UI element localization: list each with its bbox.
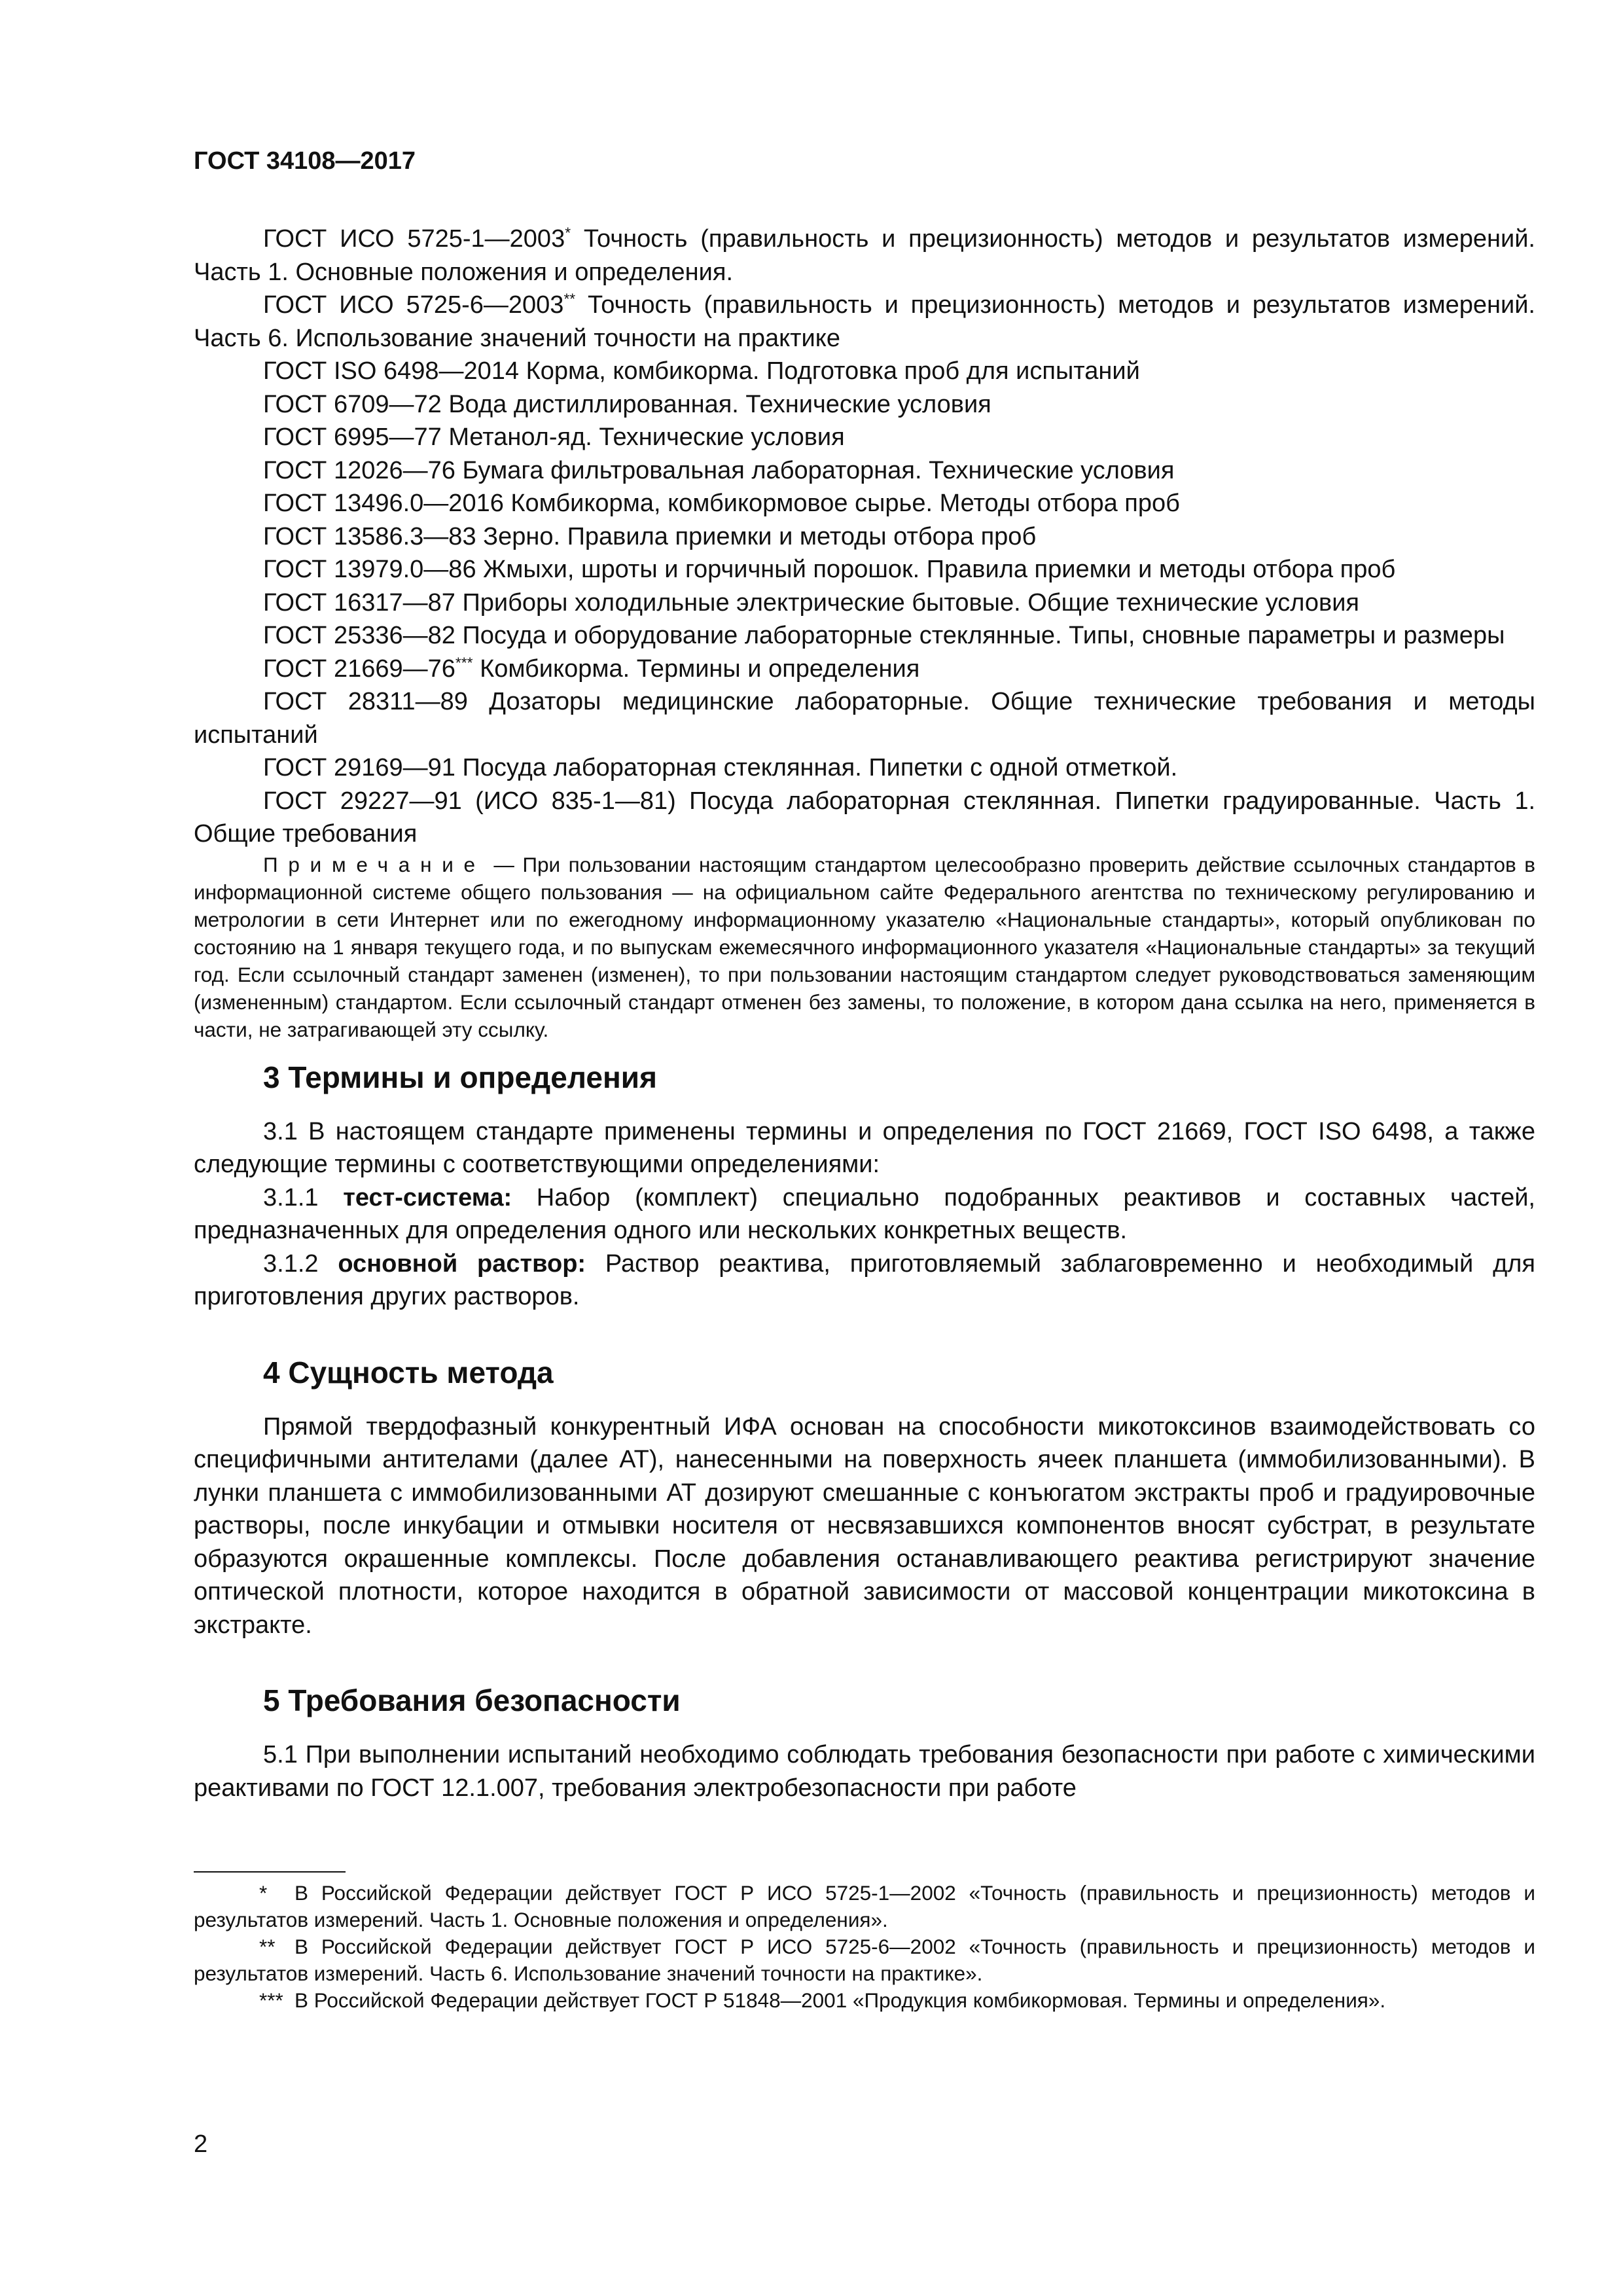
- reference-item: ГОСТ 6709—72 Вода дистиллированная. Технические условия: [263, 390, 991, 418]
- reference-item: ГОСТ 21669—76*** Комбикорма. Термины и определения: [263, 653, 920, 683]
- footnotes: [194, 1880, 1535, 2014]
- reference-item: ГОСТ 6995—77 Метанол-яд. Технические условия: [263, 423, 845, 451]
- term-label: основной раствор:: [338, 1249, 586, 1278]
- section-3-paragraph: 3.1 В настоящем стандарте применены термины и определения по ГОСТ 21669, ГОСТ ISO 6498, а также следующие термины с соответствующими определениями:: [194, 1117, 1535, 1178]
- document-header: ГОСТ 34108—2017: [194, 147, 416, 175]
- term-definition: 3.1.2 основной раствор: Раствор реактива, приготовляемый заблаговременно и необходимый для приготовления других растворов.: [194, 1249, 1535, 1310]
- section-3-heading: 3 Термины и определения: [263, 1060, 657, 1094]
- reference-item: ГОСТ 29227—91 (ИСО 835-1—81) Посуда лабораторная стеклянная. Пипетки градуированные. Часть 1. Общие требования: [194, 787, 1536, 848]
- reference-item: ГОСТ 13496.0—2016 Комбикорма, комбикормовое сырье. Методы отбора проб: [263, 490, 1180, 517]
- footnote-mark: ***: [259, 1988, 283, 2012]
- reference-item: ГОСТ 13586.3—83 Зерно. Правила приемки и методы отбора проб: [263, 522, 1037, 550]
- reference-item: ГОСТ 28311—89 Дозаторы медицинские лабораторные. Общие технические требования и методы испытаний: [194, 688, 1535, 749]
- footnote-mark: *: [259, 1881, 268, 1905]
- reference-item: ГОСТ ИСО 5725-6—2003** Точность (правильность и прецизионность) методов и результатов измерений. Часть 6. Использование значений точности на практике: [194, 290, 1535, 352]
- note-label: Примечание: [263, 852, 486, 876]
- footnote-mark: **: [259, 1935, 276, 1958]
- footnote-marker[interactable]: *: [565, 224, 571, 242]
- document-body: [194, 223, 1535, 1804]
- footnote-marker[interactable]: ***: [455, 653, 473, 671]
- note-paragraph: [194, 851, 1535, 1043]
- reference-item: ГОСТ 29169—91 Посуда лабораторная стеклянная. Пипетки с одной отметкой.: [263, 754, 1178, 781]
- section-4-heading: 4 Сущность метода: [263, 1355, 554, 1390]
- page-number: 2: [194, 2130, 208, 2158]
- normative-references-list: [194, 223, 1535, 851]
- footnote-item: *** В Российской Федерации действует ГОСТ Р 51848—2001 «Продукция комбикормовая. Термины и определения».: [194, 1987, 1535, 2014]
- section-5-heading: 5 Требования безопасности: [263, 1683, 681, 1717]
- section-4-paragraph: Прямой твердофазный конкурентный ИФА основан на способности микотоксинов взаимодействовать со специфичными антителами (далее АТ), нанесенными на поверхность ячеек планшета (иммобилизованными). В лунки планшета с иммобилизованными АТ дозируют смешанные с конъюгатом экстракты проб и градуировочные растворы, после инкубации и отмывки носителя от несвязавшихся компонентов вносят субстрат, в результате образуются окрашенные комплексы. После добавления останавливающего реактива регистрируют значение оптической плотности, которое находится в обратной зависимости от массовой концентрации микотоксина в экстракте.: [194, 1412, 1535, 1639]
- term-definition: 3.1.1 тест-система: Набор (комплект) специально подобранных реактивов и составных частей, предназначенных для определения одного или нескольких конкретных веществ.: [194, 1183, 1535, 1244]
- footnote-marker[interactable]: **: [563, 290, 576, 308]
- reference-item: ГОСТ 16317—87 Приборы холодильные электрические бытовые. Общие технические условия: [263, 588, 1360, 617]
- reference-item: ГОСТ ИСО 5725-1—2003* Точность (правильность и прецизионность) методов и результатов измерений. Часть 1. Основные положения и определения.: [194, 224, 1535, 286]
- note-text: — При пользовании настоящим стандартом целесообразно проверить действие ссылочных стандартов в информационной системе общего пользования — на официальном сайте Федерального агентства по техническому регулированию и метрологии в сети Интернет или по ежегодному информационному указателю «Национальные стандарты», который опубликован по состоянию на 1 января текущего года, и по выпускам ежемесячного информационного указателя «Национальные стандарты» за текущий год. Если ссылочный стандарт заменен (изменен), то при пользовании настоящим стандартом следует руководствоваться заменяющим (измененным) стандартом. Если ссылочный стандарт отменен без замены, то положение, в котором дана ссылка на него, применяется в части, не затрагивающей эту ссылку.: [194, 852, 1535, 1041]
- term-label: тест-система:: [343, 1183, 512, 1211]
- footnote-item: ** В Российской Федерации действует ГОСТ Р ИСО 5725-6—2002 «Точность (правильность и прецизионность) методов и результатов измерений. Часть 6. Использование значений точности на практике».: [194, 1935, 1535, 1985]
- footnote-divider: [194, 1871, 346, 1873]
- reference-item: ГОСТ 12026—76 Бумага фильтровальная лабораторная. Технические условия: [263, 456, 1175, 484]
- reference-item: ГОСТ 13979.0—86 Жмыхи, шроты и горчичный порошок. Правила приемки и методы отбора проб: [263, 556, 1396, 583]
- footnote-item: * В Российской Федерации действует ГОСТ Р ИСО 5725-1—2002 «Точность (правильность и прецизионность) методов и результатов измерений. Часть 1. Основные положения и определения».: [194, 1881, 1535, 1931]
- reference-item: ГОСТ ISO 6498—2014 Корма, комбикорма. Подготовка проб для испытаний: [263, 357, 1140, 385]
- reference-item: ГОСТ 25336—82 Посуда и оборудование лабораторные стеклянные. Типы, сновные параметры и размеры: [263, 622, 1505, 649]
- section-5-paragraph: 5.1 При выполнении испытаний необходимо соблюдать требования безопасности при работе с химическими реактивами по ГОСТ 12.1.007, требования электробезопасности при работе: [194, 1741, 1535, 1802]
